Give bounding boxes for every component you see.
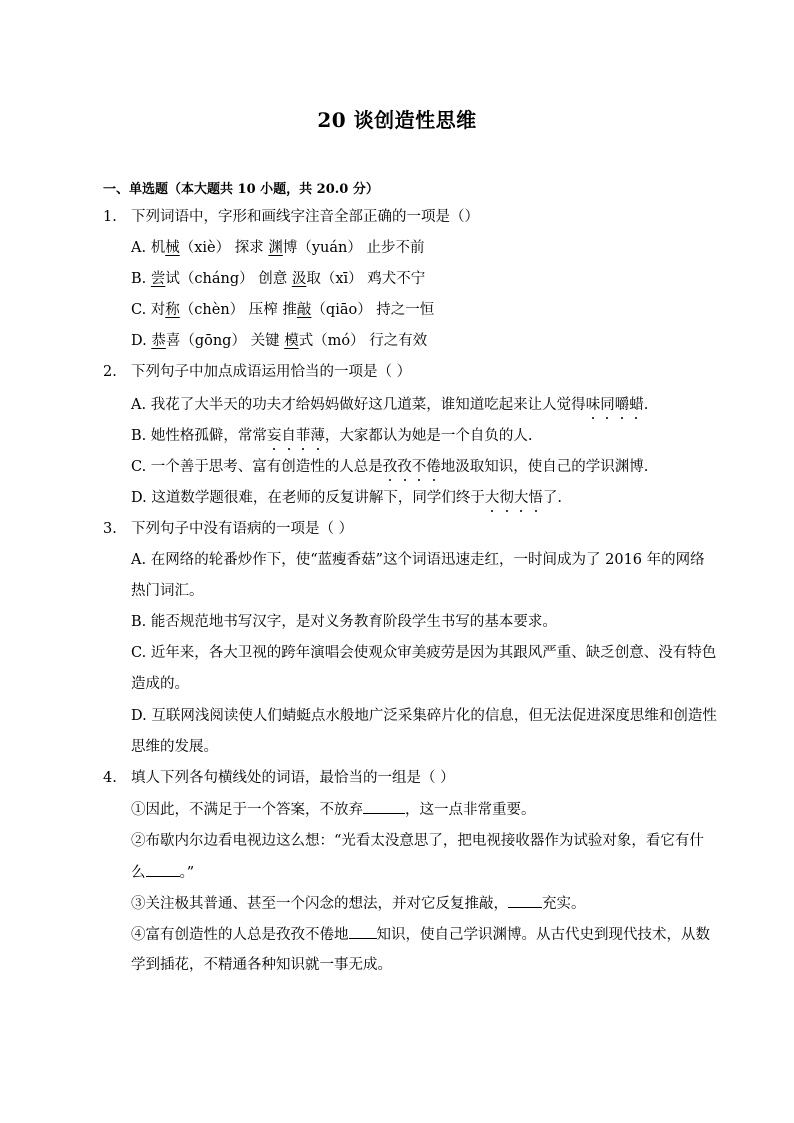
- option-text: 了.: [542, 490, 562, 506]
- option-text: （qiāo） 持之一恒: [311, 302, 435, 318]
- question-number: 2.: [103, 364, 117, 380]
- question-number: 4.: [103, 770, 117, 786]
- emphasis-char: 妄: [266, 428, 282, 444]
- sentence-text: 。”: [179, 865, 195, 881]
- emphasis-char: 孜: [382, 459, 398, 475]
- emphasis-char: 孜: [397, 459, 412, 475]
- emphasis-char: 大: [484, 490, 500, 506]
- option-d-continued: 思维的发展。: [131, 739, 218, 755]
- question-stem: 下列句子中加点成语运用恰当的一项是（ ）: [131, 364, 412, 380]
- question-stem: 下列词语中，字形和画线字注音全部正确的一项是（）: [131, 209, 479, 225]
- option-text: （xiè） 探求: [179, 240, 269, 256]
- emphasis-char: 同: [600, 397, 615, 413]
- dotted-idiom: [485, 490, 543, 506]
- option-a: [131, 395, 648, 415]
- option-a: A. 在网络的轮番炒作下，使“蓝瘦香菇”这个词语迅速走红，一时间成为了 2016 年的网络: [131, 552, 705, 568]
- option-text: A. 我花了大半天的功夫才给妈妈做好这几道菜，谁知道吃起来让人觉得: [131, 397, 586, 413]
- emphasis-char: 自: [281, 428, 296, 444]
- emphasis-char: 薄: [310, 428, 325, 444]
- sentence-text: ，这一点非常重要。: [405, 802, 536, 818]
- underlined-char: 恭: [151, 333, 166, 349]
- underlined-char: 械: [165, 240, 180, 256]
- sentence-text: ③关注极其普通、甚至一个闪念的想法，并对它反复推敲，: [131, 896, 508, 912]
- underlined-char: 尝: [150, 271, 166, 287]
- fill-blank[interactable]: [146, 862, 180, 877]
- underlined-char: 敲: [296, 302, 312, 318]
- emphasis-char: 彻: [499, 490, 514, 506]
- underlined-char: 模: [284, 333, 299, 349]
- emphasis-char: 倦: [426, 459, 441, 475]
- option-text: A. 机: [131, 240, 166, 256]
- sentence-text: 充实。: [542, 896, 586, 912]
- option-d: [131, 331, 427, 351]
- emphasis-char: 蜡: [629, 397, 644, 413]
- option-text: 地汲取知识，使自己的学识渊博.: [440, 459, 649, 475]
- option-text: B.: [131, 271, 151, 287]
- emphasis-char: 味: [585, 397, 601, 413]
- sentence-text: ④富有创造性的人总是孜孜不倦地: [131, 927, 349, 943]
- emphasis-char: 不: [411, 459, 427, 475]
- question-stem: 填人下列各句横线处的词语，最恰当的一组是（ ）: [131, 770, 455, 786]
- option-d: [131, 488, 562, 508]
- section-header: 一、单选题（本大题共 10 小题，共 20.0 分）: [103, 182, 379, 197]
- option-text: 式（mó） 行之有效: [298, 333, 428, 349]
- sentence-text: 么: [131, 865, 146, 881]
- underlined-char: 渊: [268, 240, 283, 256]
- option-a: [131, 238, 424, 258]
- underlined-char: 称: [165, 302, 180, 318]
- sentence-2-continued: [131, 862, 194, 883]
- option-a-continued: 热门词汇。: [131, 583, 204, 599]
- option-text: （chèn） 压榨 推: [179, 302, 297, 318]
- option-text: 取（xī） 鸡犬不宁: [306, 271, 426, 287]
- question-number: 3.: [103, 521, 117, 537]
- dotted-idiom: [267, 428, 325, 444]
- option-b: [131, 269, 425, 289]
- option-text: 博（yuán） 止步不前: [282, 240, 425, 256]
- dotted-idiom: [383, 459, 441, 475]
- dotted-idiom: [586, 397, 644, 413]
- option-d: D. 互联网浅阅读使人们蜻蜓点水般地广泛采集碎片化的信息，但无法促进深度思维和创造性: [131, 708, 717, 724]
- option-c-continued: 造成的。: [131, 676, 189, 692]
- option-text: 喜（gōng） 关键: [165, 333, 285, 349]
- sentence-2: ②布歇内尔边看电视边这么想：“光看太没意思了，把电视接收器作为试验对象，看它有什: [131, 833, 704, 849]
- option-text: D. 这道数学题很难，在老师的反复讲解下，同学们终于: [131, 490, 485, 506]
- option-text: D.: [131, 333, 152, 349]
- fill-blank[interactable]: [363, 799, 405, 814]
- option-c: C. 近年来，各大卫视的跨年演唱会使观众审美疲劳是因为其跟风严重、缺乏创意、没有特色: [131, 645, 717, 661]
- option-text: .: [643, 397, 649, 413]
- emphasis-char: 菲: [295, 428, 311, 444]
- option-c: [131, 300, 434, 320]
- option-b: [131, 426, 532, 446]
- option-text: ，大家都认为她是一个自负的人.: [324, 428, 533, 444]
- option-text: C. 对: [131, 302, 166, 318]
- emphasis-char: 大: [513, 490, 529, 506]
- sentence-1: [131, 799, 536, 820]
- fill-blank[interactable]: [508, 893, 542, 908]
- question-number: 1.: [103, 209, 117, 225]
- underlined-char: 汲: [291, 271, 307, 287]
- fill-blank[interactable]: [349, 924, 377, 939]
- page-title: 20 谈创造性思维: [317, 108, 477, 132]
- emphasis-char: 嚼: [614, 397, 630, 413]
- option-text: C. 一个善于思考、富有创造性的人总是: [131, 459, 383, 475]
- emphasis-char: 悟: [528, 490, 543, 506]
- option-text: 试（cháng） 创意: [165, 271, 292, 287]
- sentence-4: [131, 924, 710, 945]
- sentence-text: 知识，使自己学识渊博。从古代史到现代技术，从数: [376, 927, 710, 943]
- option-c: [131, 457, 648, 477]
- option-text: B. 她性格孤僻，常常: [131, 428, 267, 444]
- question-stem: 下列句子中没有语病的一项是（ ）: [131, 521, 354, 537]
- sentence-4-continued: 学到插花，不精通各种知识就一事无成。: [131, 957, 392, 973]
- sentence-text: ①因此，不满足于一个答案，不放弃: [131, 802, 363, 818]
- option-b: B. 能否规范地书写汉字，是对义务教育阶段学生书写的基本要求。: [131, 614, 557, 630]
- sentence-3: [131, 893, 586, 914]
